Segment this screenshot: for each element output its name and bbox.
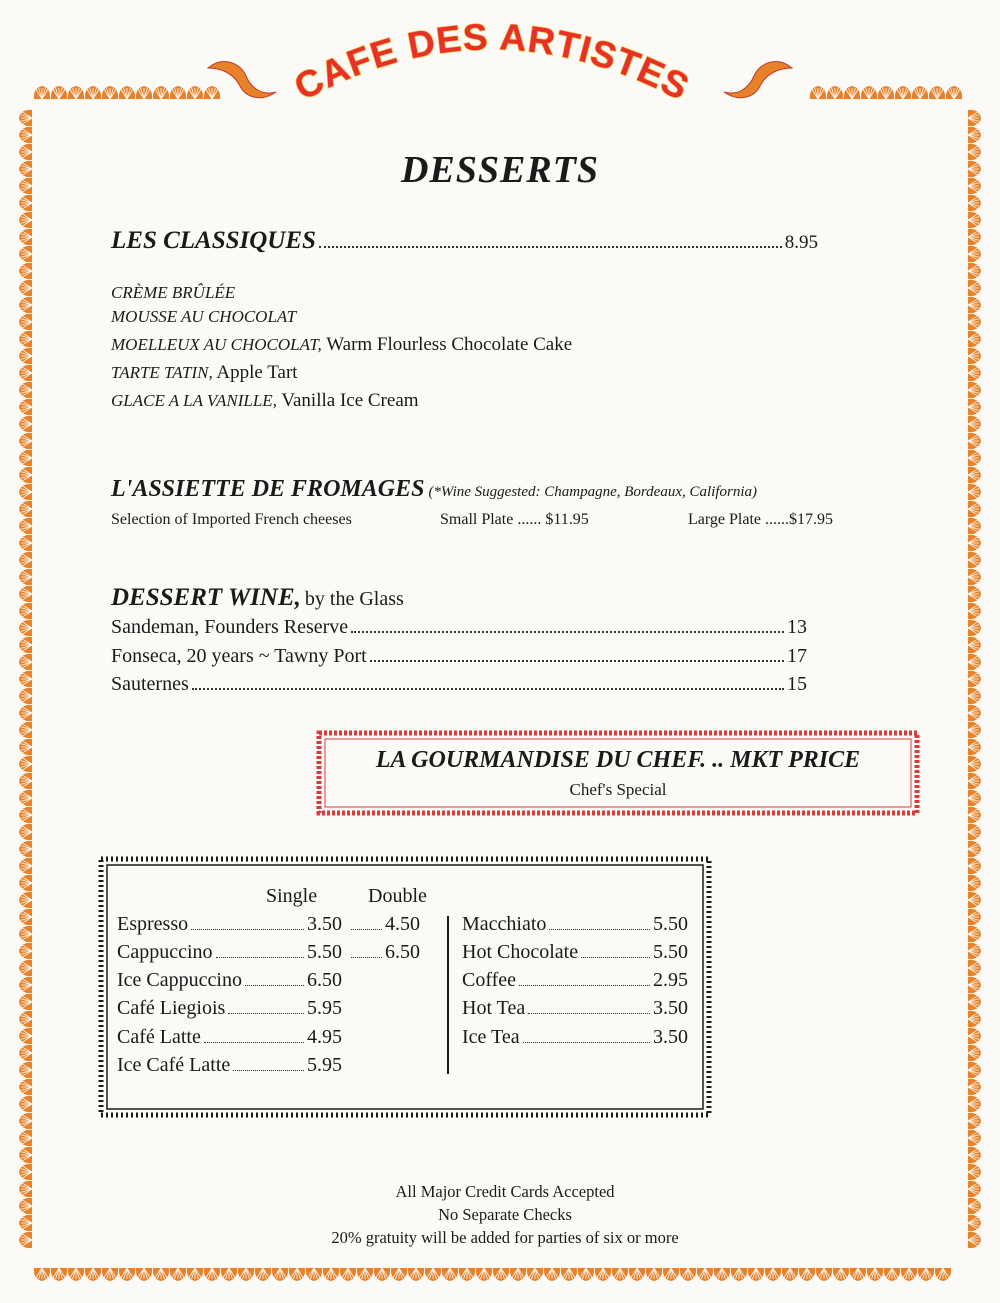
footer	[0, 1180, 1000, 1249]
fromages-header	[111, 476, 757, 503]
fromages-heading: L'ASSIETTE DE FROMAGES	[111, 476, 425, 502]
coffee-item: Café Latte 4.95	[117, 1026, 342, 1048]
chef-special-subtitle: Chef's Special	[569, 780, 667, 799]
coffee-item: Hot Tea 3.50	[462, 997, 688, 1019]
coffee-double-price: 6.50	[348, 941, 420, 964]
classique-item: TARTE TATIN, Apple Tart	[111, 362, 298, 383]
coffee-double-price: 4.50	[348, 913, 420, 936]
coffee-item: Ice Tea 3.50	[462, 1026, 688, 1048]
coffee-item: Hot Chocolate 5.50	[462, 941, 688, 963]
classique-item: CRÈME BRÛLÉE	[111, 283, 236, 302]
right-flourish-icon	[724, 62, 792, 98]
wine-header	[111, 584, 404, 612]
coffee-item: Café Liegiois 5.95	[117, 997, 342, 1019]
fromages-large-plate: Large Plate ......$17.95	[688, 511, 834, 528]
wine-item: Fonseca, 20 years ~ Tawny Port 17	[111, 645, 807, 667]
col-single: Single	[266, 885, 318, 907]
wine-heading-suffix: by the Glass	[304, 588, 404, 610]
leader-dots	[370, 660, 784, 662]
col-double: Double	[368, 885, 427, 907]
fromages-note: (*Wine Suggested: Champagne, Bordeaux, California)	[428, 484, 758, 500]
coffee-item: Macchiato 5.50	[462, 913, 688, 935]
footer-line: No Separate Checks	[438, 1205, 572, 1224]
footer-line: 20% gratuity will be added for parties of six or more	[331, 1228, 679, 1247]
classiques-price: 8.95	[784, 232, 818, 253]
classique-item: MOUSSE AU CHOCOLAT	[111, 307, 297, 326]
coffee-item: Cappuccino 5.50	[117, 941, 342, 963]
classique-item: GLACE A LA VANILLE, Vanilla Ice Cream	[111, 390, 419, 411]
leader-dots	[319, 246, 782, 248]
classiques-heading: LES CLASSIQUES	[111, 227, 316, 254]
chef-special-box	[316, 730, 920, 816]
chef-special-title: LA GOURMANDISE DU CHEF. .. MKT PRICE	[375, 747, 861, 773]
leader-dots	[351, 631, 784, 633]
wine-heading: DESSERT WINE,	[111, 584, 301, 611]
brand-logo: CAFE DES ARTISTES	[287, 16, 697, 109]
coffee-item: Ice Café Latte 5.95	[117, 1054, 342, 1076]
fromages-desc: Selection of Imported French cheeses	[111, 511, 352, 528]
coffee-item: Ice Cappuccino 6.50	[117, 969, 342, 991]
classiques-header	[111, 227, 818, 255]
footer-line: All Major Credit Cards Accepted	[395, 1182, 615, 1201]
fromages-small-plate: Small Plate ...... $11.95	[440, 511, 589, 528]
classique-item: MOELLEUX AU CHOCOLAT, Warm Flourless Chocolate Cake	[111, 334, 573, 355]
leader-dots	[192, 688, 784, 690]
wine-item: Sauternes 15	[111, 673, 807, 695]
page-title: DESSERTS	[400, 149, 600, 191]
wine-item: Sandeman, Founders Reserve 13	[111, 616, 807, 638]
coffee-item: Espresso 3.50	[117, 913, 342, 935]
coffee-item: Coffee 2.95	[462, 969, 688, 991]
